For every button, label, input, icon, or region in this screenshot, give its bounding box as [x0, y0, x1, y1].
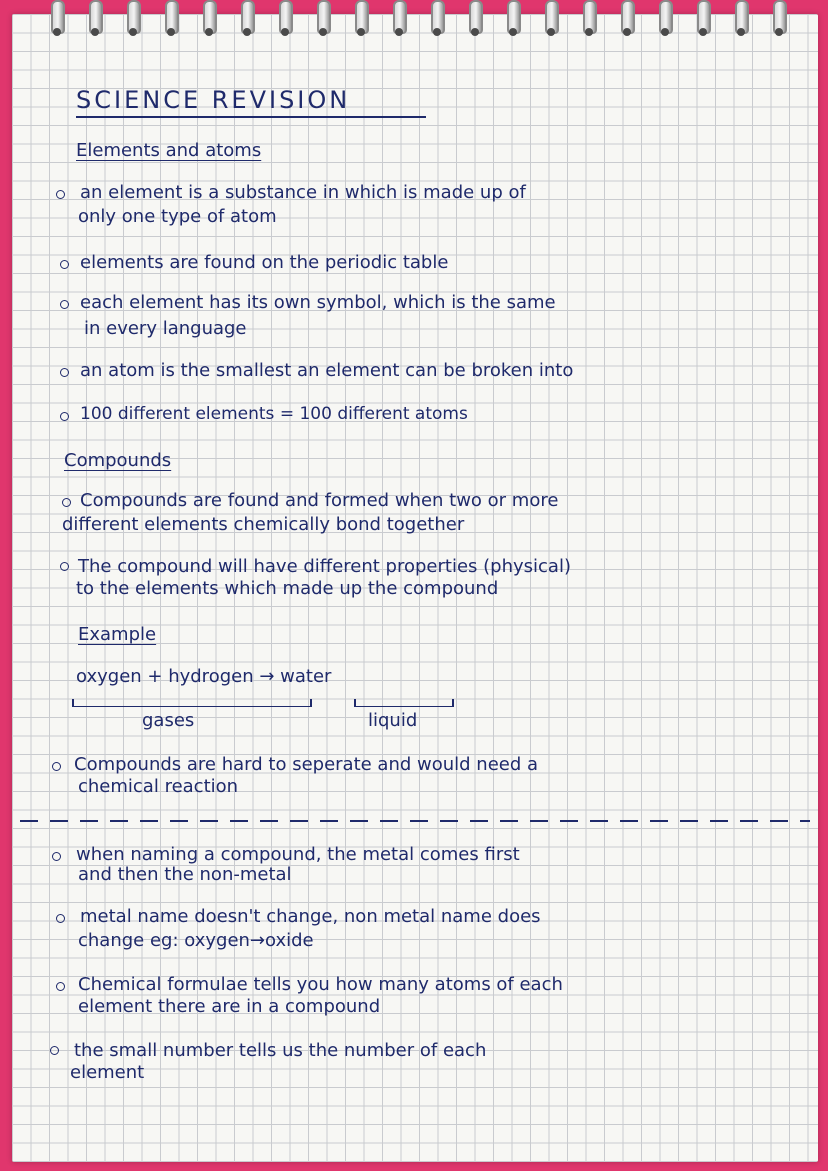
text-line: each element has its own symbol, which is the same: [80, 292, 556, 313]
spiral-ring: [694, 0, 712, 38]
liquid-brace: [354, 698, 454, 707]
text-line: elements are found on the periodic table: [80, 252, 449, 273]
bullet: [60, 412, 69, 421]
bullet: [56, 914, 65, 923]
bullet: [52, 852, 61, 861]
text-line: and then the non-metal: [78, 864, 292, 885]
text-line: chemical reaction: [78, 776, 239, 797]
page-title: SCIENCE REVISION: [76, 86, 351, 114]
example-heading: Example: [78, 624, 157, 645]
spiral-ring: [314, 0, 332, 38]
spiral-ring: [352, 0, 370, 38]
gases-brace: [72, 698, 312, 707]
spiral-ring: [48, 0, 66, 38]
text-line: Chemical formulae tells you how many atoms of each: [78, 974, 563, 995]
spiral-ring: [770, 0, 788, 38]
spiral-ring: [428, 0, 446, 38]
bullet: [60, 368, 69, 377]
spiral-ring: [238, 0, 256, 38]
text-line: only one type of atom: [78, 206, 277, 227]
text-line: the small number tells us the number of each: [74, 1040, 487, 1061]
spiral-ring: [466, 0, 484, 38]
spiral-binding: [48, 0, 788, 44]
bullet: [56, 190, 65, 199]
spiral-ring: [276, 0, 294, 38]
spiral-ring: [656, 0, 674, 38]
spiral-ring: [580, 0, 598, 38]
bullet: [60, 260, 69, 269]
text-line: an atom is the smallest an element can be broken into: [80, 360, 574, 381]
compounds-heading: Compounds: [64, 450, 172, 471]
text-line: different elements chemically bond together: [62, 514, 465, 535]
text-line: when naming a compound, the metal comes first: [76, 844, 520, 865]
text-line: The compound will have different properties (physical): [78, 556, 571, 577]
bullet: [62, 498, 71, 507]
bullet: [52, 762, 61, 771]
text-line: an element is a substance in which is made up of: [80, 182, 526, 203]
spiral-ring: [162, 0, 180, 38]
liquid-label: liquid: [368, 710, 418, 731]
gases-label: gases: [142, 710, 195, 731]
dashed-divider: [20, 820, 810, 822]
elements-heading: Elements and atoms: [76, 140, 262, 161]
bullet: [50, 1046, 59, 1055]
spiral-ring: [200, 0, 218, 38]
spiral-ring: [542, 0, 560, 38]
spiral-ring: [390, 0, 408, 38]
spiral-ring: [504, 0, 522, 38]
text-line: Compounds are found and formed when two or more: [80, 490, 559, 511]
bullet: [56, 982, 65, 991]
bullet: [60, 300, 69, 309]
bullet: [60, 562, 69, 571]
spiral-ring: [124, 0, 142, 38]
text-line: element there are in a compound: [78, 996, 381, 1017]
text-line: to the elements which made up the compound: [76, 578, 499, 599]
text-line: metal name doesn't change, non metal name does: [80, 906, 541, 927]
spiral-ring: [86, 0, 104, 38]
text-line: 100 different elements = 100 different atoms: [80, 404, 468, 424]
example-equation: oxygen + hydrogen → water: [76, 666, 332, 687]
text-line: in every language: [84, 318, 247, 339]
text-line: Compounds are hard to seperate and would need a: [74, 754, 539, 775]
title-underline: [76, 116, 426, 118]
text-line: element: [70, 1062, 145, 1083]
spiral-ring: [732, 0, 750, 38]
text-line: change eg: oxygen→oxide: [78, 930, 314, 951]
spiral-ring: [618, 0, 636, 38]
